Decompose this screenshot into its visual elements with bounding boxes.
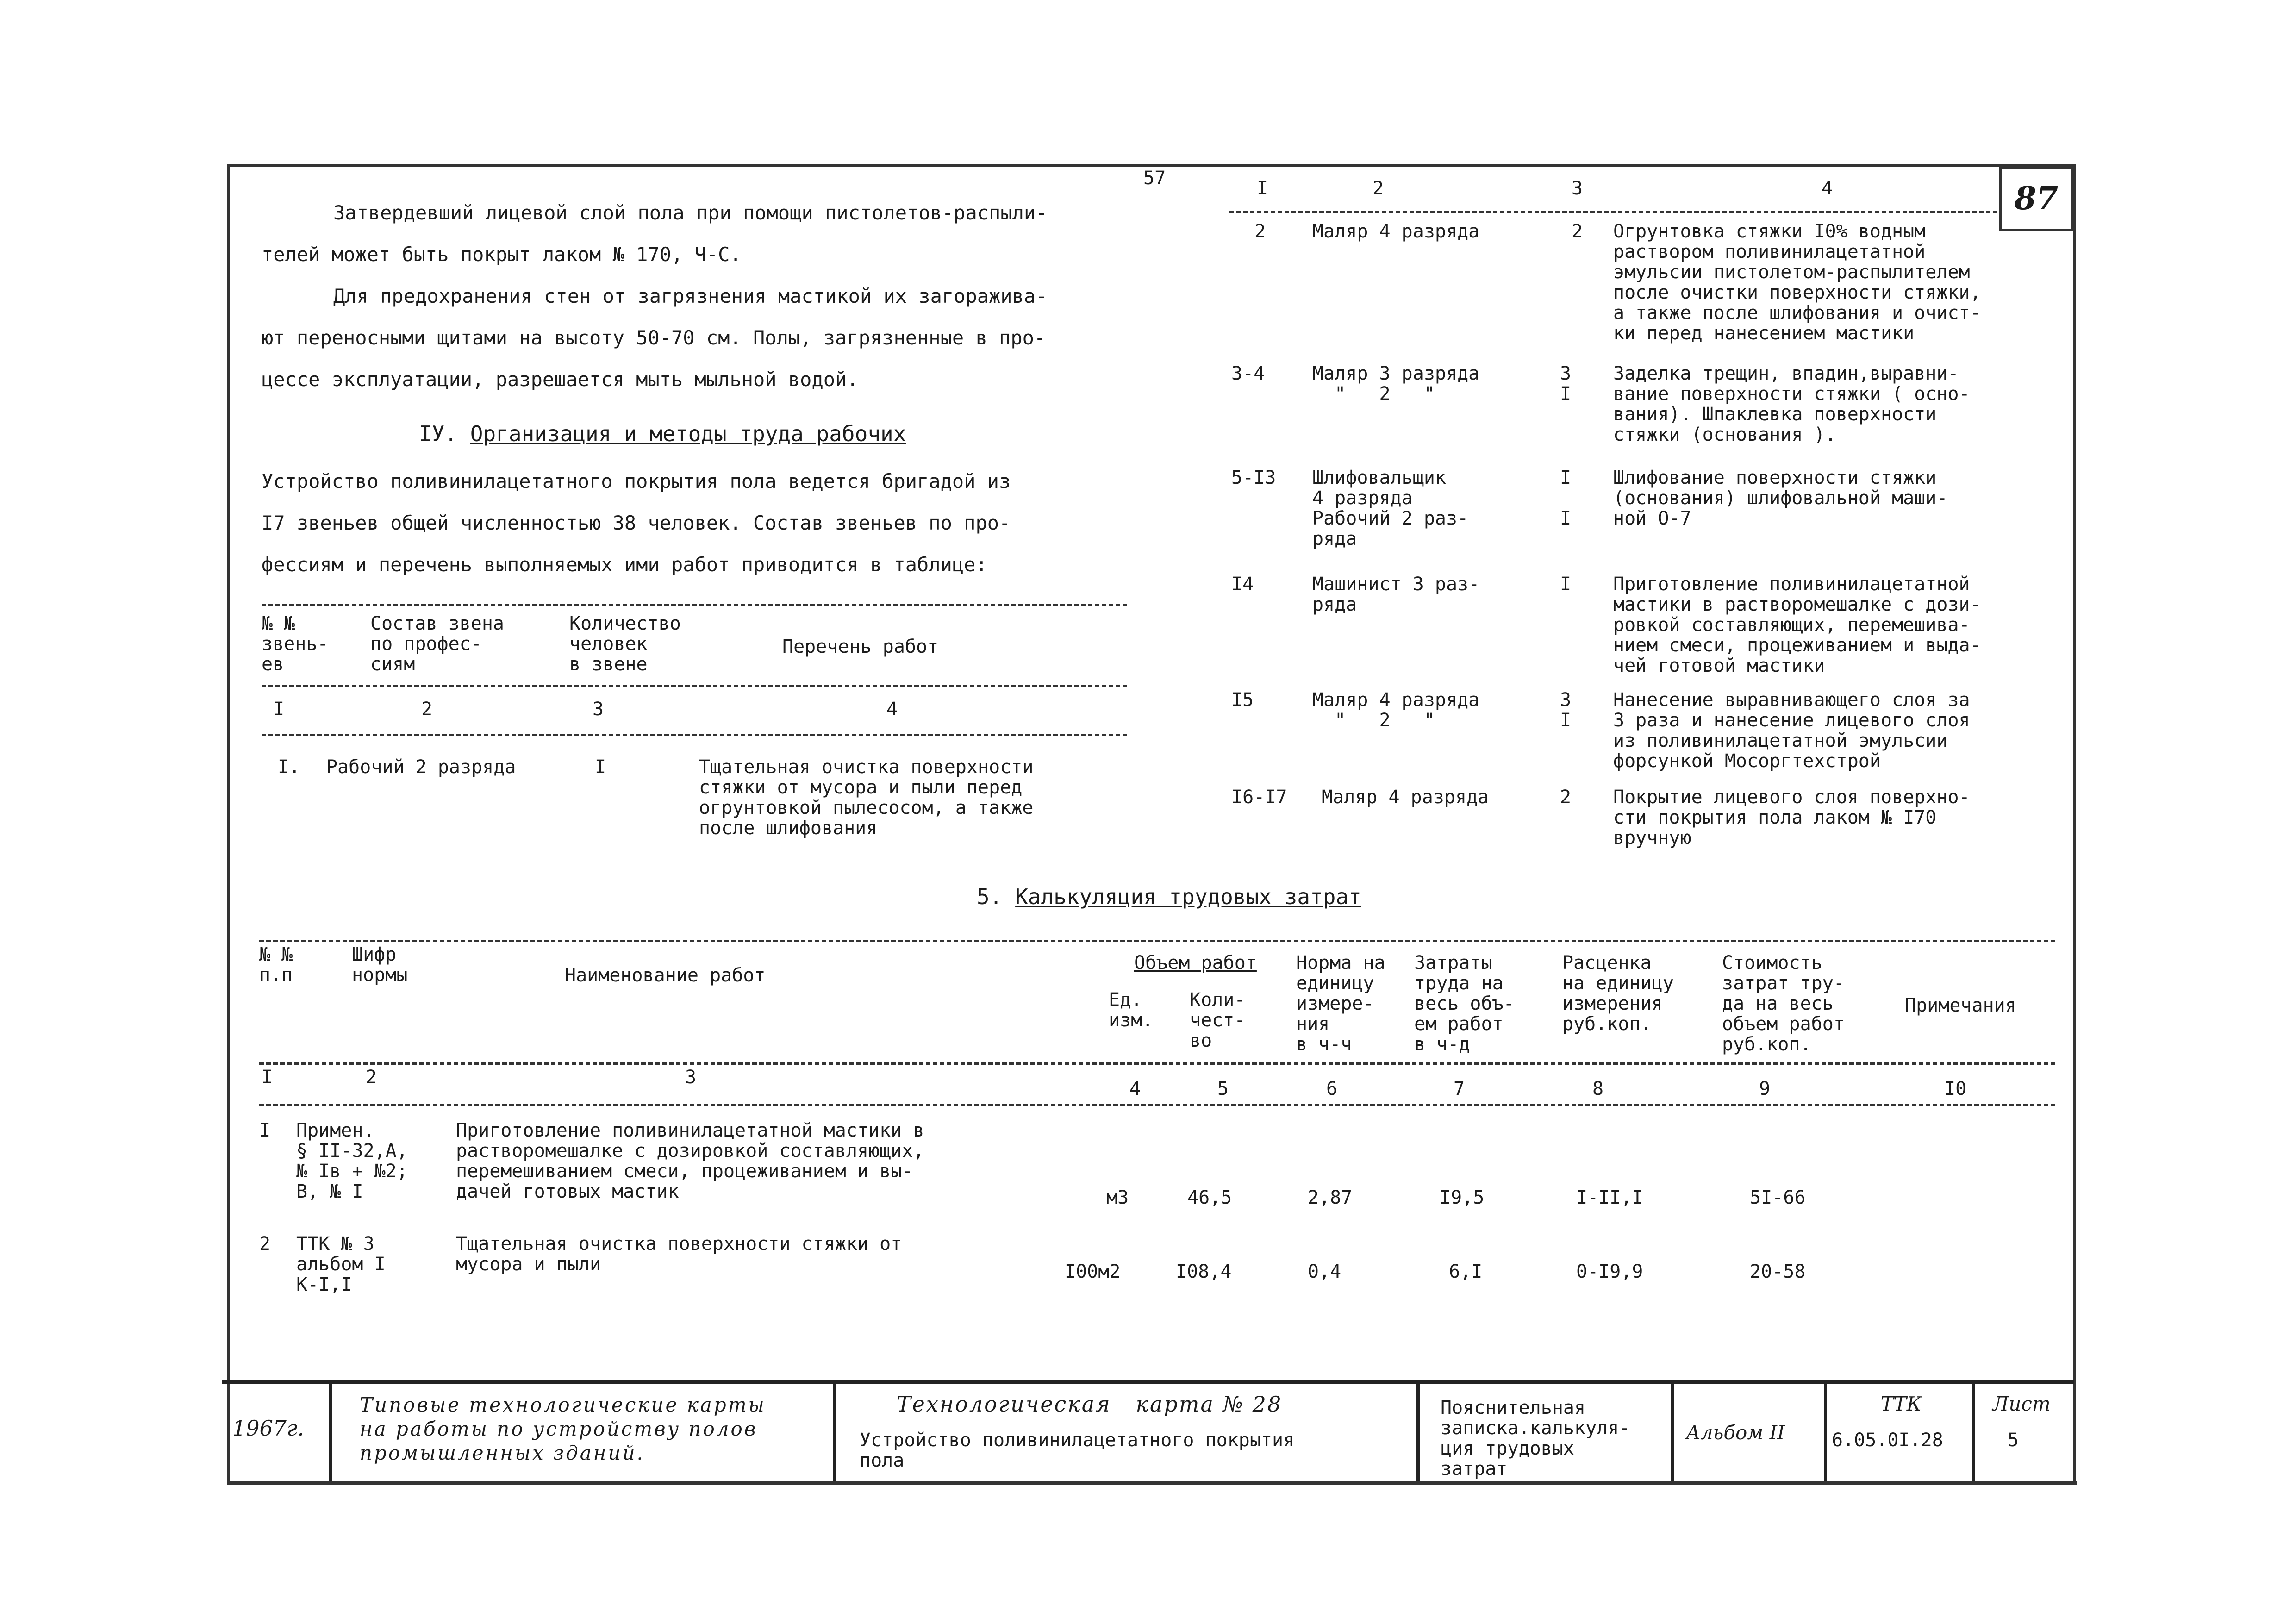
crew-row-work: Покрытие лицевого слоя поверхно- сти покрытия пола лаком № I70 вручную	[1613, 787, 1970, 849]
calc-header-no: № № п.п	[259, 944, 293, 986]
calc-colnum: 5	[1217, 1078, 1229, 1099]
crew-colnum: 3	[1572, 178, 1583, 199]
crew-row-work: Заделка трещин, впадин,выравни- вание поверхности стяжки ( осно- вания). Шпаклевка поверхности стяжки (основания ).	[1613, 363, 1970, 445]
calc-header-labor: Затраты труда на весь объ- ем работ в ч-д	[1414, 952, 1515, 1055]
stamp-sheet-cell	[1972, 1384, 2074, 1481]
crew-colnum: 2	[1373, 178, 1384, 199]
crew-header-work: Перечень работ	[782, 636, 939, 657]
crew-colnum: 4	[1822, 178, 1833, 199]
crew-colnum: 4	[886, 699, 898, 720]
crew-header-no: № № звень- ев	[262, 613, 329, 675]
stamp-series-cell	[329, 1384, 833, 1481]
crew-colnum: 3	[593, 699, 604, 720]
rule	[259, 1062, 2055, 1065]
stamp-card-cell	[833, 1384, 1416, 1481]
crew-row-no: I5	[1231, 689, 1254, 711]
intro-line: Для предохранения стен от загрязнения мастикой их загоражива-	[333, 285, 1048, 307]
title-block	[222, 1380, 2074, 1481]
crew-row-count: 3 I	[1560, 689, 1572, 731]
calc-header-unit: Ед. изм.	[1109, 989, 1154, 1031]
calc-colnum: I	[262, 1067, 273, 1088]
calc-row-cost: 5I-66	[1750, 1187, 1806, 1208]
crew-row-no: I6-I7	[1231, 787, 1287, 808]
calc-colnum: I0	[1944, 1078, 1967, 1099]
calc-row-no: I	[259, 1120, 271, 1141]
rule	[259, 940, 2055, 942]
crew-row-count: 2	[1572, 221, 1583, 242]
calc-colnum: 3	[685, 1067, 697, 1088]
calc-row-qty: 46,5	[1187, 1187, 1232, 1208]
calc-header-volume: Объем работ	[1134, 952, 1257, 974]
stamp-album-cell	[1671, 1384, 1824, 1481]
calc-row-rate: I-II,I	[1576, 1187, 1643, 1208]
calc-header-norm: Норма на единицу измере- ния в ч-ч	[1296, 952, 1385, 1055]
calc-header-note: Примечания	[1905, 995, 2016, 1016]
calc-row-labor: 6,I	[1449, 1261, 1483, 1282]
stamp-ttk-code: 6.05.0I.28	[1832, 1430, 1943, 1451]
crew-row-no: 2	[1254, 221, 1266, 242]
section5-title: Калькуляция трудовых затрат	[1015, 884, 1361, 909]
calc-row-unit: м3	[1106, 1187, 1129, 1208]
calc-row-no: 2	[259, 1233, 271, 1255]
crew-row-count: 2	[1560, 787, 1572, 808]
stamp-sheet-label: Лист	[1992, 1393, 2051, 1415]
calc-header-cost: Стоимость затрат тру- да на весь объем работ руб.коп.	[1722, 952, 1845, 1055]
crew-row-work: Приготовление поливинилацетатной мастики в растворомешалке с дози- ровкой составляющих, перемешива- нием смеси, процеживанием и выда- чей готовой мастики	[1613, 574, 1981, 676]
crew-row-count: I	[1560, 574, 1572, 595]
intro-line: телей может быть покрыт лаком № 170, Ч-С.	[262, 243, 742, 266]
crew-row-crew: Рабочий 2 разряда	[326, 756, 516, 778]
section4-line: I7 звеньев общей численностью 38 человек. Состав звеньев по про-	[262, 512, 1011, 534]
intro-line: Затвердевший лицевой слой пола при помощи пистолетов-распыли-	[333, 201, 1048, 224]
crew-row-no: 3-4	[1231, 363, 1265, 384]
rule	[262, 604, 1127, 606]
crew-row-crew: Маляр 4 разряда " 2 "	[1312, 689, 1480, 731]
crew-row-work: Тщательная очистка поверхности стяжки от мусора и пыли перед огрунтовкой пылесосом, а также после шлифования	[699, 756, 1034, 839]
crew-row-crew: Маляр 4 разряда	[1322, 787, 1489, 808]
frame-right-border	[2073, 164, 2076, 1481]
stamp-sheet: 5	[2008, 1430, 2019, 1451]
stamp-series: Типовые технологические карты на работы по устройству полов промышленных зданий.	[360, 1393, 766, 1464]
calc-colnum: 9	[1759, 1078, 1771, 1099]
crew-header-crew: Состав звена по профес- сиям	[370, 613, 504, 675]
calc-colnum: 6	[1326, 1078, 1338, 1099]
crew-row-crew: Маляр 3 разряда " 2 "	[1312, 363, 1480, 405]
crew-row-crew: Машинист 3 раз- ряда	[1312, 574, 1480, 615]
crew-row-no: 5-I3	[1231, 467, 1276, 488]
sheet-number-box: 87	[1999, 166, 2074, 231]
calc-colnum: 4	[1129, 1078, 1141, 1099]
crew-colnum: 2	[421, 699, 433, 720]
crew-row-count: I I	[1560, 467, 1572, 529]
stamp-docpart-cell	[1416, 1384, 1671, 1481]
crew-row-crew: Шлифовальщик 4 разряда Рабочий 2 раз- ряда	[1312, 467, 1469, 550]
calc-row-code: ТТК № 3 альбом I К-I,I	[296, 1233, 386, 1295]
stamp-album: Альбом II	[1686, 1421, 1785, 1444]
crew-row-count: 3 I	[1560, 363, 1572, 405]
calc-row-name: Приготовление поливинилацетатной мастики в растворомешалке с дозировкой составляющих, перемешиванием смеси, процеживанием и вы- дачей готовых мастик	[456, 1120, 924, 1202]
stamp-year-cell	[222, 1384, 329, 1481]
section4-heading	[419, 421, 906, 446]
calc-header-name: Наименование работ	[565, 965, 766, 986]
stamp-card-title: Технологическая карта № 28	[897, 1392, 1283, 1417]
calc-row-name: Тщательная очистка поверхности стяжки от мусора и пыли	[456, 1233, 902, 1275]
calc-row-cost: 20-58	[1750, 1261, 1806, 1282]
rule	[262, 734, 1127, 736]
stamp-doc-part: Пояснительная записка.калькуля- ция трудовых затрат	[1441, 1397, 1630, 1480]
rule	[259, 1104, 2055, 1106]
stamp-ttk-label: ТТК	[1880, 1393, 1922, 1415]
crew-colnum: I	[1257, 178, 1268, 199]
crew-colnum: I	[273, 699, 285, 720]
calc-colnum: 7	[1454, 1078, 1465, 1099]
section4-line: Устройство поливинилацетатного покрытия пола ведется бригадой из	[262, 470, 1011, 493]
calc-row-unit: I00м2	[1065, 1261, 1121, 1282]
crew-header-count: Количество человек в звене	[569, 613, 681, 675]
calc-header-qty: Коли- чест- во	[1190, 989, 1246, 1051]
crew-row-work: Огрунтовка стяжки I0% водным раствором поливинилацетатной эмульсии пистолетом-распылителем после очистки поверхности стяжки, а также после шлифования и очист- ки перед нанесением мастики	[1613, 221, 1981, 344]
page-mark: 57	[1143, 168, 1166, 189]
crew-row-no: I.	[278, 756, 300, 778]
calc-row-norm: 2,87	[1308, 1187, 1353, 1208]
crew-row-no: I4	[1231, 574, 1254, 595]
crew-row-count: I	[595, 756, 606, 778]
calc-row-labor: I9,5	[1440, 1187, 1485, 1208]
calc-row-rate: 0-I9,9	[1576, 1261, 1643, 1282]
crew-row-work: Шлифование поверхности стяжки (основания) шлифовальной маши- ной О-7	[1613, 467, 1948, 529]
crew-row-crew: Маляр 4 разряда	[1312, 221, 1480, 242]
intro-line: ют переносными щитами на высоту 50-70 см. Полы, загрязненные в про-	[262, 326, 1046, 349]
section5-heading	[977, 884, 1361, 909]
stamp-year: 1967г.	[232, 1416, 304, 1441]
calc-header-code: Шифр нормы	[352, 944, 408, 986]
calc-row-norm: 0,4	[1308, 1261, 1341, 1282]
crew-row-work: Нанесение выравнивающего слоя за 3 раза и нанесение лицевого слоя из поливинилацетатной эмульсии форсункой Мосоргтехстрой	[1613, 689, 1970, 772]
calc-header-rate: Расценка на единицу измерения руб.коп.	[1562, 952, 1674, 1035]
section5-number: 5.	[977, 884, 1003, 909]
rule	[1229, 211, 1997, 213]
calc-row-code: Примен. § II-32,A, № Iв + №2; В, № I	[296, 1120, 408, 1202]
calc-row-qty: I08,4	[1176, 1261, 1232, 1282]
stamp-card-subject: Устройство поливинилацетатного покрытия пола	[860, 1430, 1295, 1471]
intro-line: цессе эксплуатации, разрешается мыть мыльной водой.	[262, 368, 859, 391]
calc-colnum: 2	[366, 1067, 377, 1088]
stamp-ttk-cell	[1824, 1384, 1972, 1481]
section4-title: Организация и методы труда рабочих	[470, 421, 906, 446]
rule	[262, 685, 1127, 687]
section4-number: IУ.	[419, 421, 458, 446]
calc-colnum: 8	[1592, 1078, 1604, 1099]
section4-line: фессиям и перечень выполняемых ими работ приводится в таблице:	[262, 553, 987, 576]
